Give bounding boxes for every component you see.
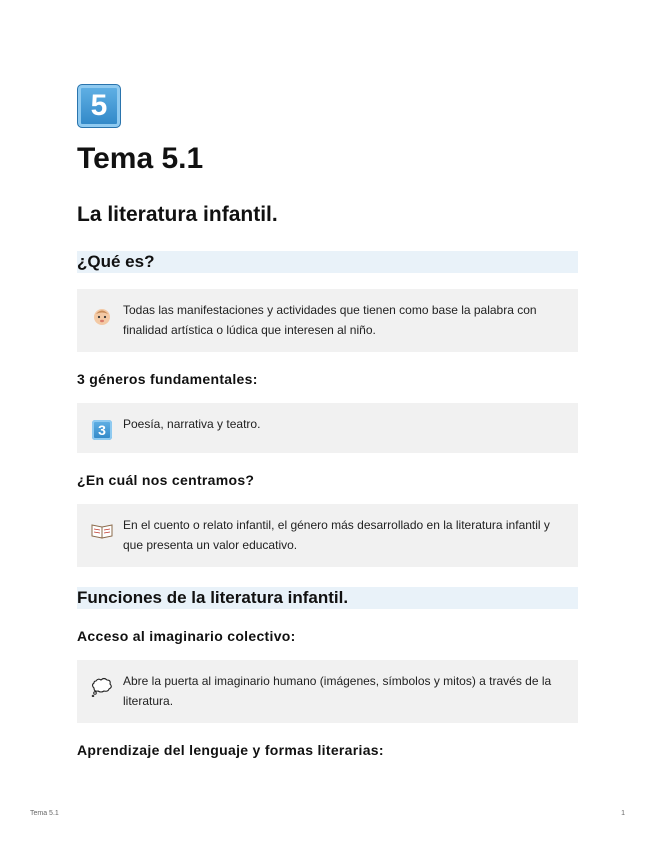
document-body [77, 84, 578, 759]
thought-bubble-icon [91, 676, 113, 698]
callout-text: En el cuento o relato infantil, el género más desarrollado en la literatura infantil y que presenta un valor educativo. [123, 518, 550, 552]
open-book-icon [91, 520, 113, 542]
keycap-3-icon [91, 419, 113, 441]
keycap-5-icon: 5 [77, 84, 121, 128]
callout-text: Abre la puerta al imaginario humano (imágenes, símbolos y mitos) a través de la literatura. [123, 674, 552, 708]
baby-face-icon [91, 305, 113, 327]
callout-text: Todas las manifestaciones y actividades que tienen como base la palabra con finalidad artística o lúdica que interesen al niño. [123, 303, 537, 337]
page-subtitle: La literatura infantil. [77, 203, 278, 226]
section-heading-funciones: Funciones de la literatura infantil. [77, 587, 578, 609]
keycap-3-badge: 3 [92, 420, 112, 440]
footer-left: Tema 5.1 [30, 810, 59, 817]
label-en-cual: ¿En cuál nos centramos? [77, 472, 255, 488]
footer-page-number: 1 [621, 810, 625, 817]
callout-imaginario [77, 660, 578, 723]
callout-cuento [77, 504, 578, 567]
section-heading-que-es: ¿Qué es? [77, 251, 578, 273]
callout-text: Poesía, narrativa y teatro. [123, 417, 261, 431]
callout-definition [77, 289, 578, 352]
callout-generos [77, 403, 578, 453]
label-generos: 3 géneros fundamentales: [77, 371, 258, 387]
label-aprendizaje: Aprendizaje del lenguaje y formas literarias: [77, 742, 384, 758]
label-acceso: Acceso al imaginario colectivo: [77, 628, 296, 644]
page-title: Tema 5.1 [77, 142, 204, 175]
